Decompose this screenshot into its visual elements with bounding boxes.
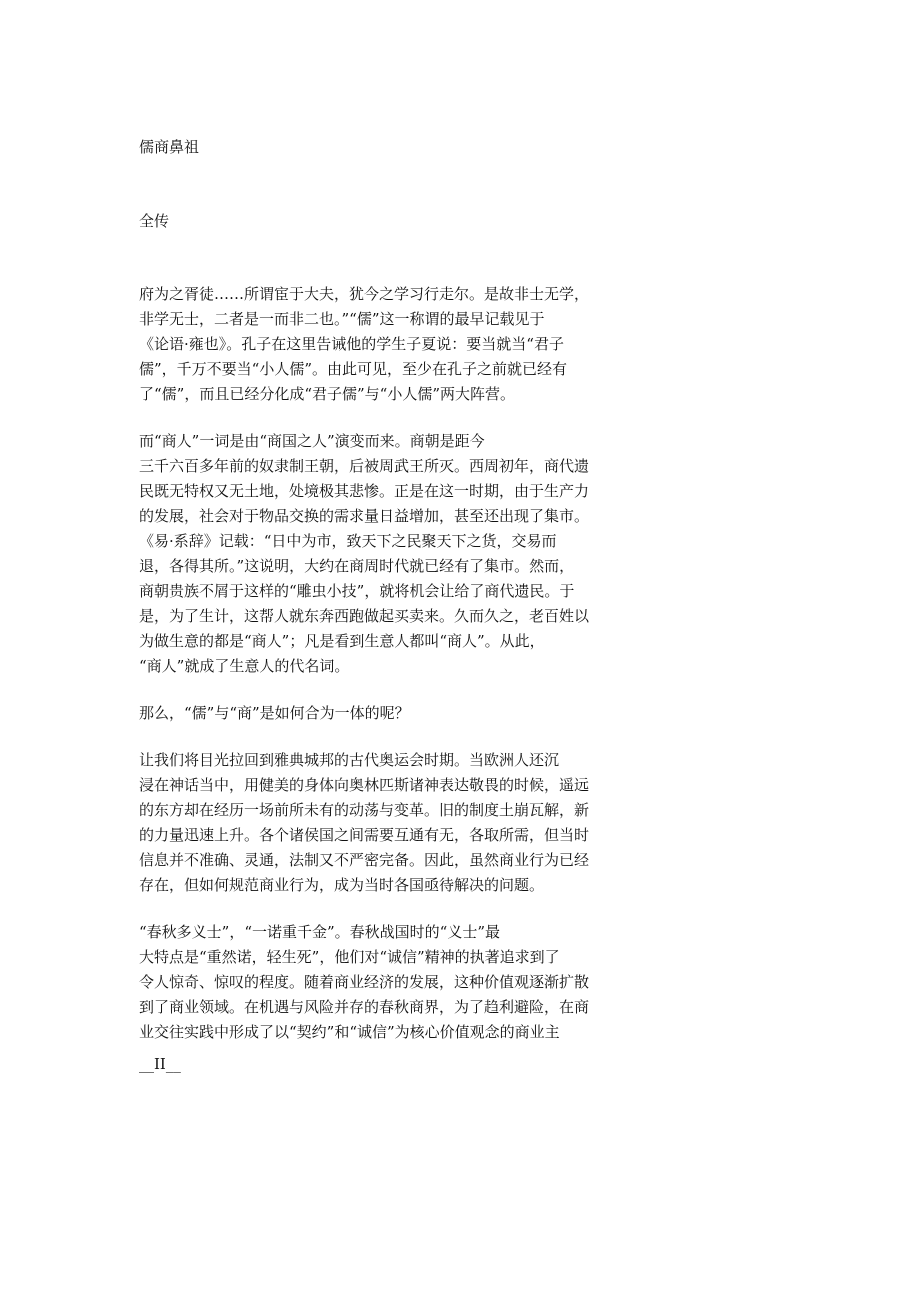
text-line: 了“儒”，而且已经分化成“君子儒”与“小人儒”两大阵营。: [139, 385, 516, 403]
text-line: 大特点是“重然诺，轻生死”，他们对“诚信”精神的执著追求到了: [139, 948, 560, 966]
text-line: 《论语·雍也》。孔子在这里告诫他的学生子夏说：要当就当“君子: [139, 335, 564, 353]
text-line: 那么，“儒”与“商”是如何合为一体的呢？: [139, 704, 410, 722]
paragraph: [139, 748, 604, 898]
text-line: 三千六百多年前的奴隶制王朝，后被周武王所灭。西周初年，商代遗: [139, 457, 590, 475]
text-line: 非学无士，二者是一而非二也。”“儒”这一称谓的最早记载见于: [139, 310, 545, 328]
paragraph: [139, 282, 604, 407]
text-line: 信息并不准确、灵通，法制又不严密完备。因此，虽然商业行为已经: [139, 851, 590, 869]
document-body: [139, 282, 604, 1067]
paragraph: [139, 701, 604, 726]
document-subtitle: 全传: [139, 212, 170, 230]
text-line: 商朝贵族不屑于这样的“雕虫小技”，就将机会让给了商代遗民。于: [139, 582, 575, 600]
text-line: “春秋多义士”，“一诺重千金”。春秋战国时的“义士”最: [139, 923, 501, 941]
text-line: 退，各得其所。”这说明，大约在商周时代就已经有了集市。然而，: [139, 557, 575, 575]
text-line: 的发展，社会对于物品交换的需求量日益增加，甚至还出现了集市。: [139, 507, 590, 525]
text-line: 民既无特权又无土地，处境极其悲惨。正是在这一时期，由于生产力: [139, 482, 590, 500]
text-line: 《易·系辞》记载：“日中为市，致天下之民聚天下之货，交易而: [139, 532, 557, 550]
text-line: 府为之胥徒……所谓宦于大夫，犹今之学习行走尔。是故非士无学，: [139, 285, 590, 303]
text-line: 为做生意的都是“商人”；凡是看到生意人都叫“商人”。从此，: [139, 632, 545, 650]
text-line: 浸在神话当中，用健美的身体向奥林匹斯诸神表达敬畏的时候，遥远: [139, 776, 590, 794]
page-number: __II__: [139, 1055, 181, 1073]
text-line: 的东方却在经历一场前所未有的动荡与变革。旧的制度土崩瓦解，新: [139, 801, 590, 819]
document-title: 儒商鼻祖: [139, 138, 200, 156]
text-line: 存在，但如何规范商业行为，成为当时各国亟待解决的问题。: [139, 876, 545, 894]
paragraph: [139, 429, 604, 679]
text-line: 到了商业领域。在机遇与风险并存的春秋商界，为了趋利避险，在商: [139, 998, 590, 1016]
text-line: 业交往实践中形成了以“契约”和“诚信”为核心价值观念的商业主: [139, 1023, 560, 1041]
text-line: 令人惊奇、惊叹的程度。随着商业经济的发展，这种价值观逐渐扩散: [139, 973, 590, 991]
text-line: 的力量迅速上升。各个诸侯国之间需要互通有无，各取所需，但当时: [139, 826, 590, 844]
text-line: 让我们将目光拉回到雅典城邦的古代奥运会时期。当欧洲人还沉: [139, 751, 560, 769]
text-line: “商人”就成了生意人的代名词。: [139, 657, 350, 675]
text-line: 而“商人”一词是由“商国之人”演变而来。商朝是距今: [139, 432, 485, 450]
text-line: 是，为了生计，这帮人就东奔西跑做起买卖来。久而久之，老百姓以: [139, 607, 590, 625]
text-line: 儒”，千万不要当“小人儒”。由此可见，至少在孔子之前就已经有: [139, 360, 568, 378]
paragraph: [139, 920, 604, 1045]
